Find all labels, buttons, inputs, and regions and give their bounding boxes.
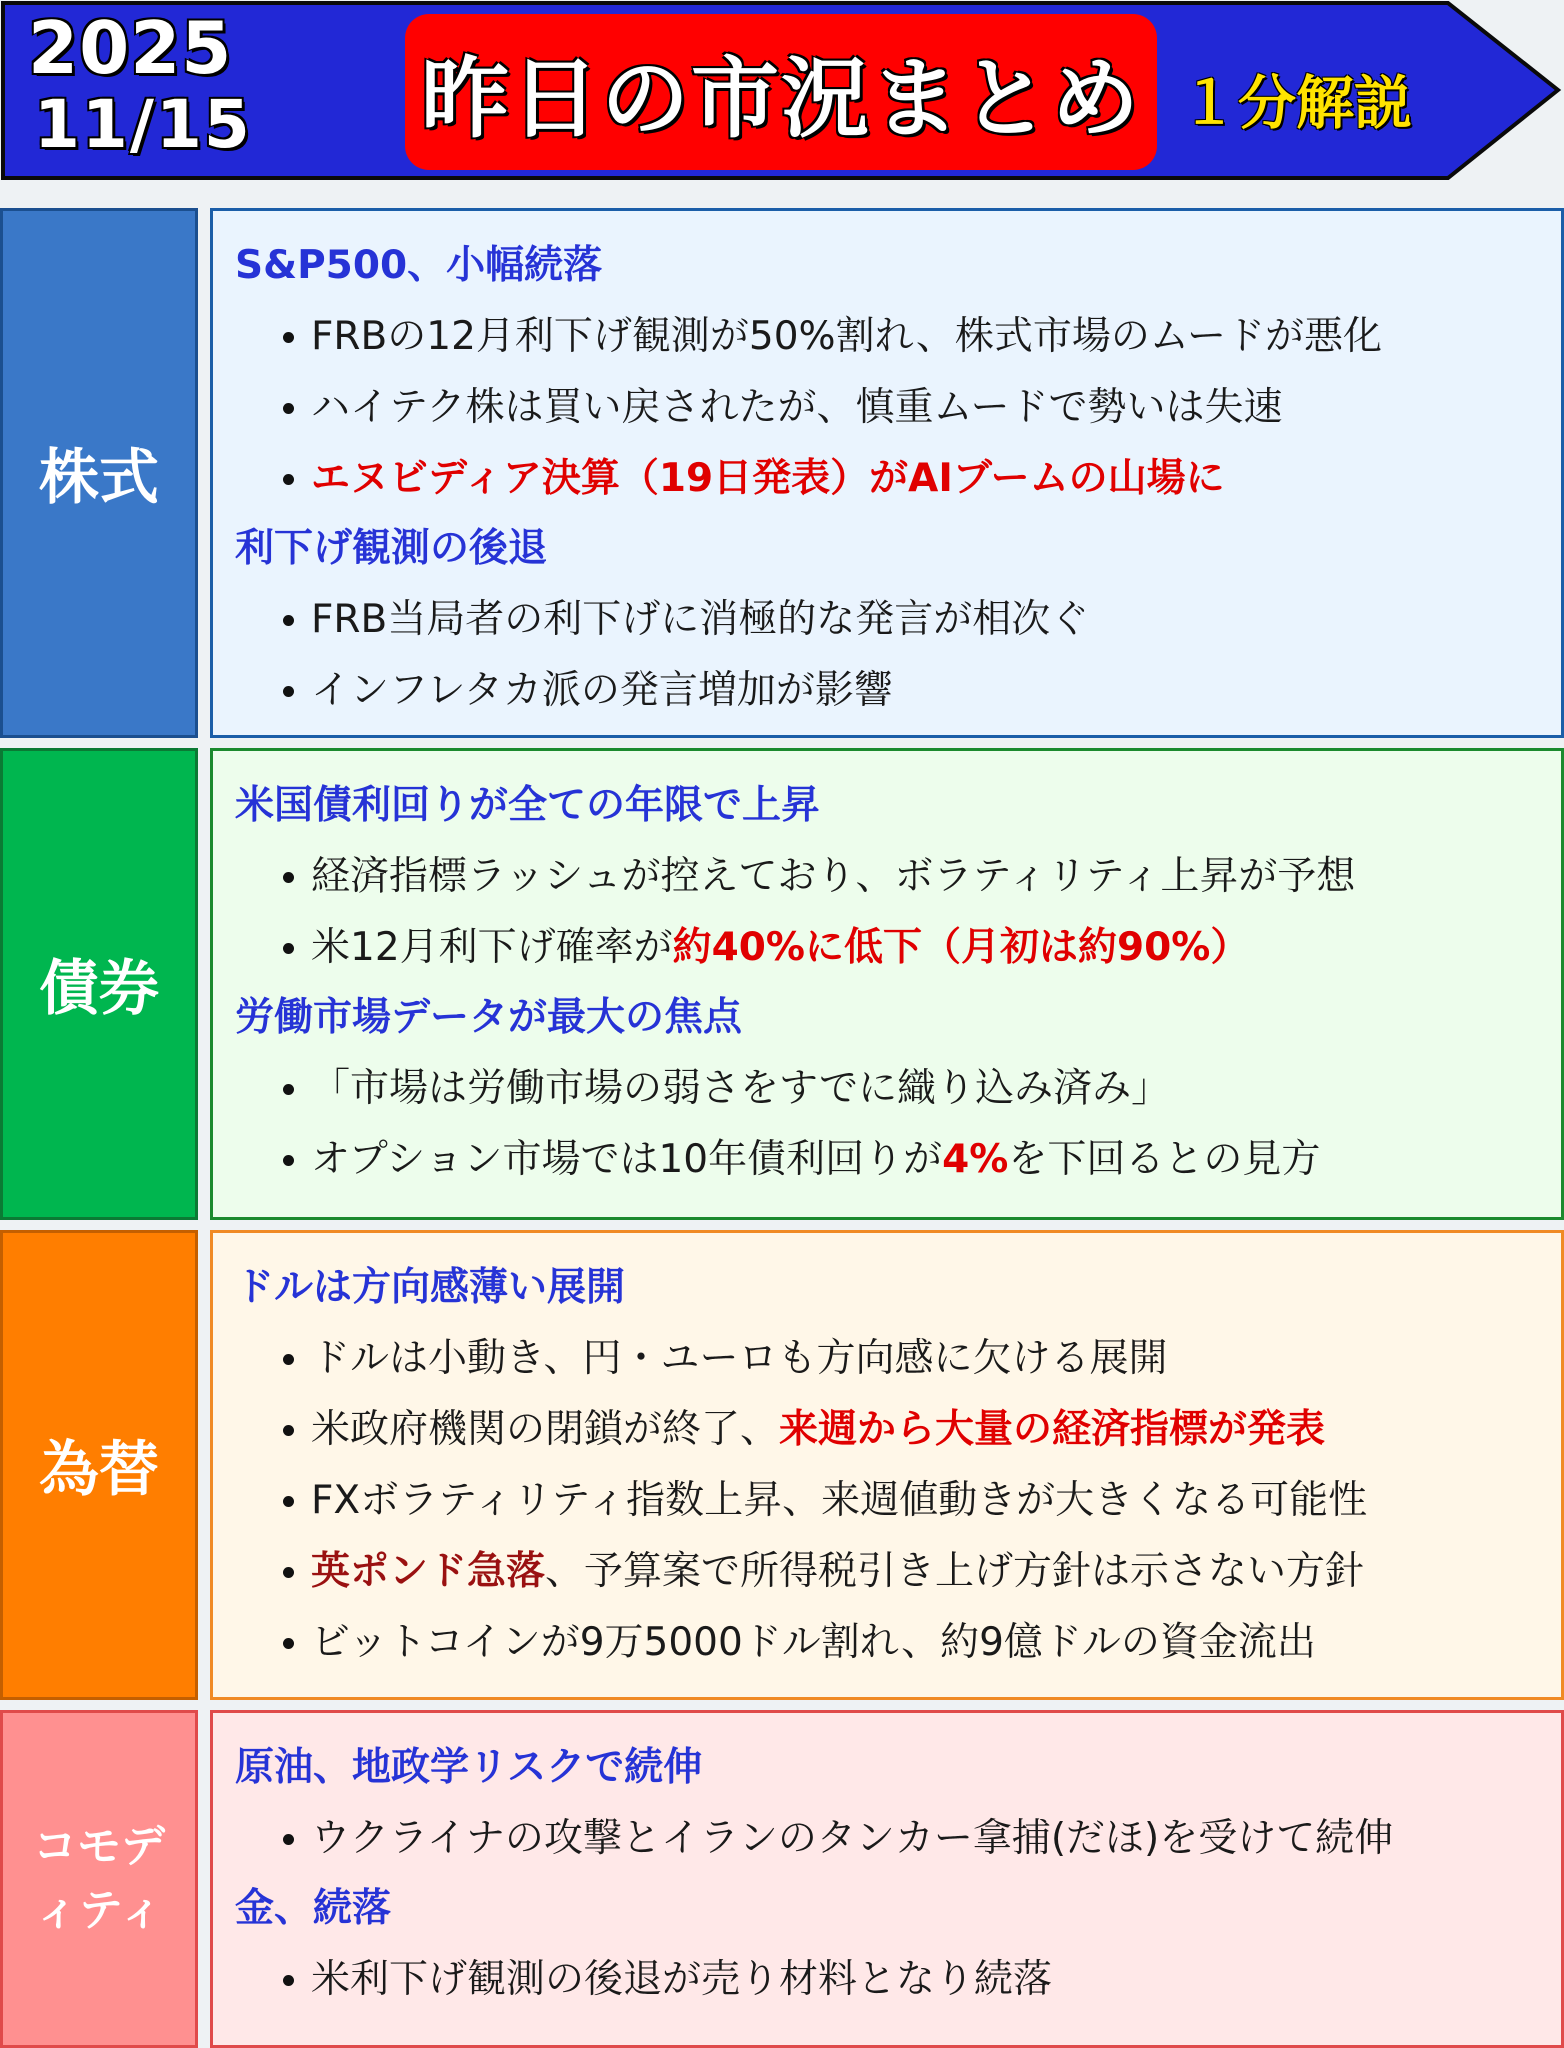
- bullet-item: [235, 443, 1561, 514]
- bullet-text: 経済指標ラッシュが控えており、ボラティリティ上昇が予想: [311, 854, 1356, 899]
- section-content-commodities: [210, 1710, 1564, 2048]
- section-content-bonds: [210, 748, 1564, 1220]
- bullet-item: [235, 1465, 1561, 1536]
- section-heading: ドルは方向感薄い展開: [235, 1265, 626, 1310]
- bullet-item: [235, 1053, 1561, 1124]
- section-heading: 労働市場データが最大の焦点: [235, 995, 743, 1040]
- bullet-text: を下回るとの見方: [1008, 1137, 1321, 1182]
- bullet-text: FXボラティリティ指数上昇、来週値動きが大きくなる可能性: [311, 1478, 1368, 1523]
- bullet-dot-icon: [283, 1975, 294, 1986]
- bullet-item: [235, 912, 1561, 983]
- bullet-item: [235, 1323, 1561, 1394]
- section-label-line: コモデ: [33, 1821, 165, 1873]
- bullet-item: [235, 655, 1561, 726]
- section-label-line: ィティ: [34, 1885, 164, 1936]
- bullet-text: 米政府機関の閉鎖が終了、: [311, 1407, 780, 1452]
- bullet-text: オプション市場では10年債利回りが: [311, 1137, 943, 1182]
- bullet-dot-icon: [283, 872, 294, 883]
- bullet-dot-icon: [283, 403, 294, 414]
- bullet-dot-icon: [283, 1084, 294, 1095]
- bullet-dot-icon: [283, 686, 294, 697]
- bullet-text-highlight: 英ポンド急落: [311, 1549, 546, 1594]
- header-banner: [0, 0, 1564, 185]
- section-heading: 金、続落: [235, 1886, 392, 1931]
- bullet-text: ドルは小動き、円・ユーロも方向感に欠ける展開: [311, 1336, 1168, 1381]
- bullet-dot-icon: [283, 1496, 294, 1507]
- bullet-text: ビットコインが9万5000ドル割れ、約9億ドルの資金流出: [311, 1620, 1316, 1665]
- bullet-item: [235, 841, 1561, 912]
- bullet-text: FRB当局者の利下げに消極的な発言が相次ぐ: [311, 597, 1090, 642]
- bullet-item: [235, 584, 1561, 655]
- bullet-item: [235, 372, 1561, 443]
- bullet-text-highlight: エヌビディア決算（19日発表）がAIブームの山場に: [311, 456, 1225, 501]
- bullet-text-highlight: 約40%に低下（月初は約90%）: [672, 925, 1250, 970]
- section-content-fx: [210, 1230, 1564, 1700]
- bullet-item: [235, 1394, 1561, 1465]
- bullet-dot-icon: [283, 1425, 294, 1436]
- bullet-text: 米利下げ観測の後退が売り材料となり続落: [311, 1957, 1053, 2002]
- date-day: 11/15: [34, 86, 252, 163]
- bullet-item: [235, 301, 1561, 372]
- section-label-bonds: [0, 748, 198, 1220]
- bullet-text: 、予算案で所得税引き上げ方針は示さない方針: [545, 1549, 1365, 1594]
- section-content-stocks: [210, 208, 1564, 738]
- title-box: [405, 14, 1157, 170]
- bullet-item: [235, 1536, 1561, 1607]
- bullet-dot-icon: [283, 943, 294, 954]
- page-title: 昨日の市況まとめ: [420, 47, 1141, 150]
- bullet-item: [235, 1944, 1561, 2015]
- bullet-text-highlight: 来週から大量の経済指標が発表: [779, 1407, 1326, 1452]
- section-label-commodities: [0, 1710, 198, 2048]
- bullet-item: [235, 1124, 1561, 1195]
- bullet-dot-icon: [283, 332, 294, 343]
- section-label-stocks: [0, 208, 198, 738]
- date-year: 2025: [28, 6, 233, 90]
- bullet-dot-icon: [283, 615, 294, 626]
- subtitle: １分解説: [1180, 69, 1413, 137]
- bullet-dot-icon: [283, 1354, 294, 1365]
- bullet-dot-icon: [283, 1638, 294, 1649]
- section-stocks: [0, 208, 1564, 738]
- section-label-text: 株式: [39, 443, 159, 513]
- section-heading: 米国債利回りが全ての年限で上昇: [235, 783, 821, 828]
- bullet-text: FRBの12月利下げ観測が50%割れ、株式市場のムードが悪化: [311, 314, 1382, 359]
- bullet-text: ウクライナの攻撃とイランのタンカー拿捕(だほ)を受けて続伸: [311, 1816, 1394, 1861]
- bullet-item: [235, 1803, 1561, 1874]
- section-heading: 利下げ観測の後退: [235, 526, 548, 571]
- section-bonds: [0, 748, 1564, 1220]
- bullet-text: ハイテク株は買い戻されたが、慎重ムードで勢いは失速: [311, 385, 1283, 430]
- bullet-text: 米12月利下げ確率が: [311, 925, 673, 970]
- date-block: [28, 6, 268, 163]
- bullet-dot-icon: [283, 1834, 294, 1845]
- section-label-fx: [0, 1230, 198, 1700]
- bullet-dot-icon: [283, 1567, 294, 1578]
- bullet-dot-icon: [283, 474, 294, 485]
- section-heading: S&P500、小幅続落: [235, 243, 603, 288]
- section-heading: 原油、地政学リスクで続伸: [235, 1745, 703, 1790]
- bullet-dot-icon: [283, 1155, 294, 1166]
- section-fx: [0, 1230, 1564, 1700]
- section-label-text: 債券: [39, 954, 159, 1024]
- bullet-text-highlight: 4%: [942, 1137, 1009, 1182]
- bullet-text: 「市場は労働市場の弱さをすでに織り込み済み」: [311, 1066, 1171, 1111]
- bullet-item: [235, 1607, 1561, 1678]
- bullet-text: インフレタカ派の発言増加が影響: [311, 668, 893, 713]
- section-commodities: [0, 1710, 1564, 2048]
- section-label-text: 為替: [39, 1435, 159, 1505]
